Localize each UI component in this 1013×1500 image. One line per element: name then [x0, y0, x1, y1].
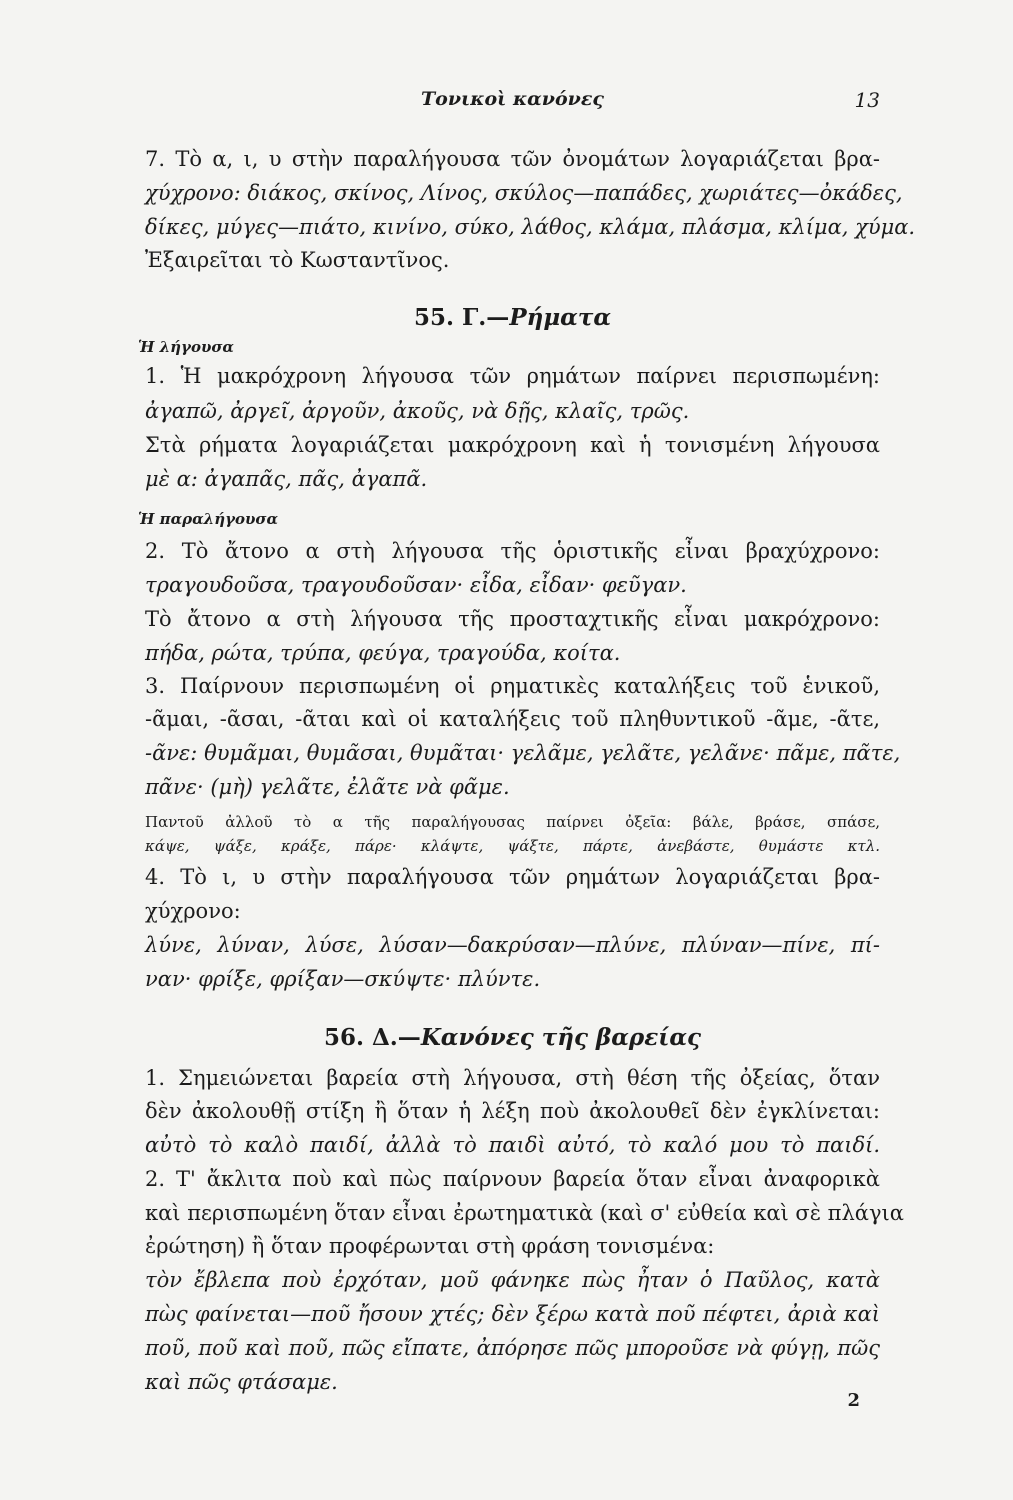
signature-mark: 2: [847, 1390, 860, 1411]
subheading: Ἡ παραλήγουσα: [138, 510, 279, 528]
text-line: 2. Τὸ ἄτονο α στὴ λήγουσα τῆς ὁριστικῆς εἶναι βραχύχρονο:: [145, 539, 880, 563]
text-line: τραγουδοῦσα, τραγουδοῦσαν· εἶδα, εἶδαν· φεῦγαν.: [145, 573, 687, 597]
text-line: Τὸ ἄτονο α στὴ λήγουσα τῆς προσταχτικῆς εἶναι μακρόχρονο:: [145, 607, 880, 631]
text-line: αὐτὸ τὸ καλὸ παιδί, ἀλλὰ τὸ παιδὶ αὐτό, τὸ καλό μου τὸ παιδί.: [145, 1133, 880, 1157]
text-line: ναν· φρίξε, φρίξαν—σκύψτε· πλύντε.: [145, 967, 541, 991]
text-line: 2. Τ' ἄκλιτα ποὺ καὶ πὼς παίρνουν βαρεία ὅταν εἶναι ἀναφορικὰ: [145, 1167, 880, 1191]
small-print-line: κάψε, ψάξε, κράξε, πάρε· κλάψτε, ψάξτε, πάρτε, ἀνεβάστε, θυμάστε κτλ.: [145, 837, 880, 855]
text-line: 7. Τὸ α, ι, υ στὴν παραλήγουσα τῶν ὀνομάτων λογαριάζεται βρα-: [145, 147, 880, 171]
header-title: Τονικοὶ κανόνες: [421, 88, 604, 110]
text-line: 1. Ἡ μακρόχρονη λήγουσα τῶν ρημάτων παίρνει περισπωμένη:: [145, 364, 880, 388]
section-number: 55. Γ.—: [413, 304, 510, 331]
text-line: 4. Τὸ ι, υ στὴν παραλήγουσα τῶν ρημάτων λογαριάζεται βρα-: [145, 865, 880, 889]
text-line: πὼς φαίνεται—ποῦ ἤσουν χτές; δὲν ξέρω κατὰ ποῦ πέφτει, ἀριὰ καὶ: [145, 1302, 880, 1326]
small-print-line: Παντοῦ ἀλλοῦ τὸ α τῆς παραλήγουσας παίρνει ὀξεῖα: βάλε, βράσε, σπάσε,: [145, 813, 880, 831]
page-number: 13: [854, 88, 880, 112]
section-heading-55: [145, 304, 880, 331]
text-line: χύχρονο:: [145, 899, 241, 923]
text-line: δίκες, μύγες—πιάτο, κινίνο, σύκο, λάθος, κλάμα, πλάσμα, κλίμα, χύμα.: [145, 215, 916, 239]
subheading: Ἡ λήγουσα: [138, 338, 234, 356]
text-line: Ἐξαιρεῖται τὸ Κωσταντῖνος.: [145, 248, 450, 272]
text-line: 1. Σημειώνεται βαρεία στὴ λήγουσα, στὴ θέση τῆς ὀξείας, ὅταν: [145, 1066, 880, 1090]
text-line: ποῦ, ποῦ καὶ ποῦ, πῶς εἴπατε, ἀπόρησε πῶς μποροῦσε νὰ φύγῃ, πῶς: [145, 1336, 880, 1360]
text-line: πήδα, ρώτα, τρύπα, φεύγα, τραγούδα, κοίτα.: [145, 641, 621, 665]
text-line: -ᾶνε: θυμᾶμαι, θυμᾶσαι, θυμᾶται· γελᾶμε, γελᾶτε, γελᾶνε· πᾶμε, πᾶτε,: [145, 741, 901, 765]
text-line: Στὰ ρήματα λογαριάζεται μακρόχρονη καὶ ἡ τονισμένη λήγουσα: [145, 433, 880, 457]
section-number: 56. Δ.—: [323, 1024, 421, 1051]
text-line: χύχρονο: διάκος, σκίνος, Λίνος, σκύλος—παπάδες, χωριάτες—ὀκάδες,: [145, 181, 903, 205]
section-heading-56: [145, 1024, 880, 1051]
section-title: Ρήματα: [509, 304, 612, 331]
text-line: -ᾶμαι, -ᾶσαι, -ᾶται καὶ οἱ καταλήξεις τοῦ πληθυντικοῦ -ᾶμε, -ᾶτε,: [145, 707, 880, 731]
text-line: ἀγαπῶ, ἀργεῖ, ἀργοῦν, ἀκοῦς, νὰ δῇς, κλαῖς, τρῶς.: [145, 399, 690, 423]
text-line: ἐρώτηση) ἢ ὅταν προφέρωνται στὴ φράση τονισμένα:: [145, 1234, 715, 1258]
running-header: [145, 88, 880, 118]
text-line: τὸν ἔβλεπα ποὺ ἐρχόταν, μοῦ φάνηκε πὼς ἦταν ὁ Παῦλος, κατὰ: [145, 1268, 880, 1292]
text-line: καὶ πῶς φτάσαμε.: [145, 1370, 338, 1394]
text-line: μὲ α: ἀγαπᾶς, πᾶς, ἀγαπᾶ.: [145, 467, 428, 491]
text-line: λύνε, λύναν, λύσε, λύσαν—δακρύσαν—πλύνε, πλύναν—πίνε, πί-: [145, 933, 880, 957]
text-line: καὶ περισπωμένη ὅταν εἶναι ἐρωτηματικὰ (καὶ σ' εὐθεία καὶ σὲ πλάγια: [145, 1201, 904, 1225]
text-line: πᾶνε· (μὴ) γελᾶτε, ἐλᾶτε νὰ φᾶμε.: [145, 775, 510, 799]
text-line: δὲν ἀκολουθῇ στίξη ἢ ὅταν ἡ λέξη ποὺ ἀκολουθεῖ δὲν ἐγκλίνεται:: [145, 1099, 880, 1123]
text-line: 3. Παίρνουν περισπωμένη οἱ ρηματικὲς καταλήξεις τοῦ ἑνικοῦ,: [145, 674, 880, 698]
section-title: Κανόνες τῆς βαρείας: [420, 1024, 702, 1051]
